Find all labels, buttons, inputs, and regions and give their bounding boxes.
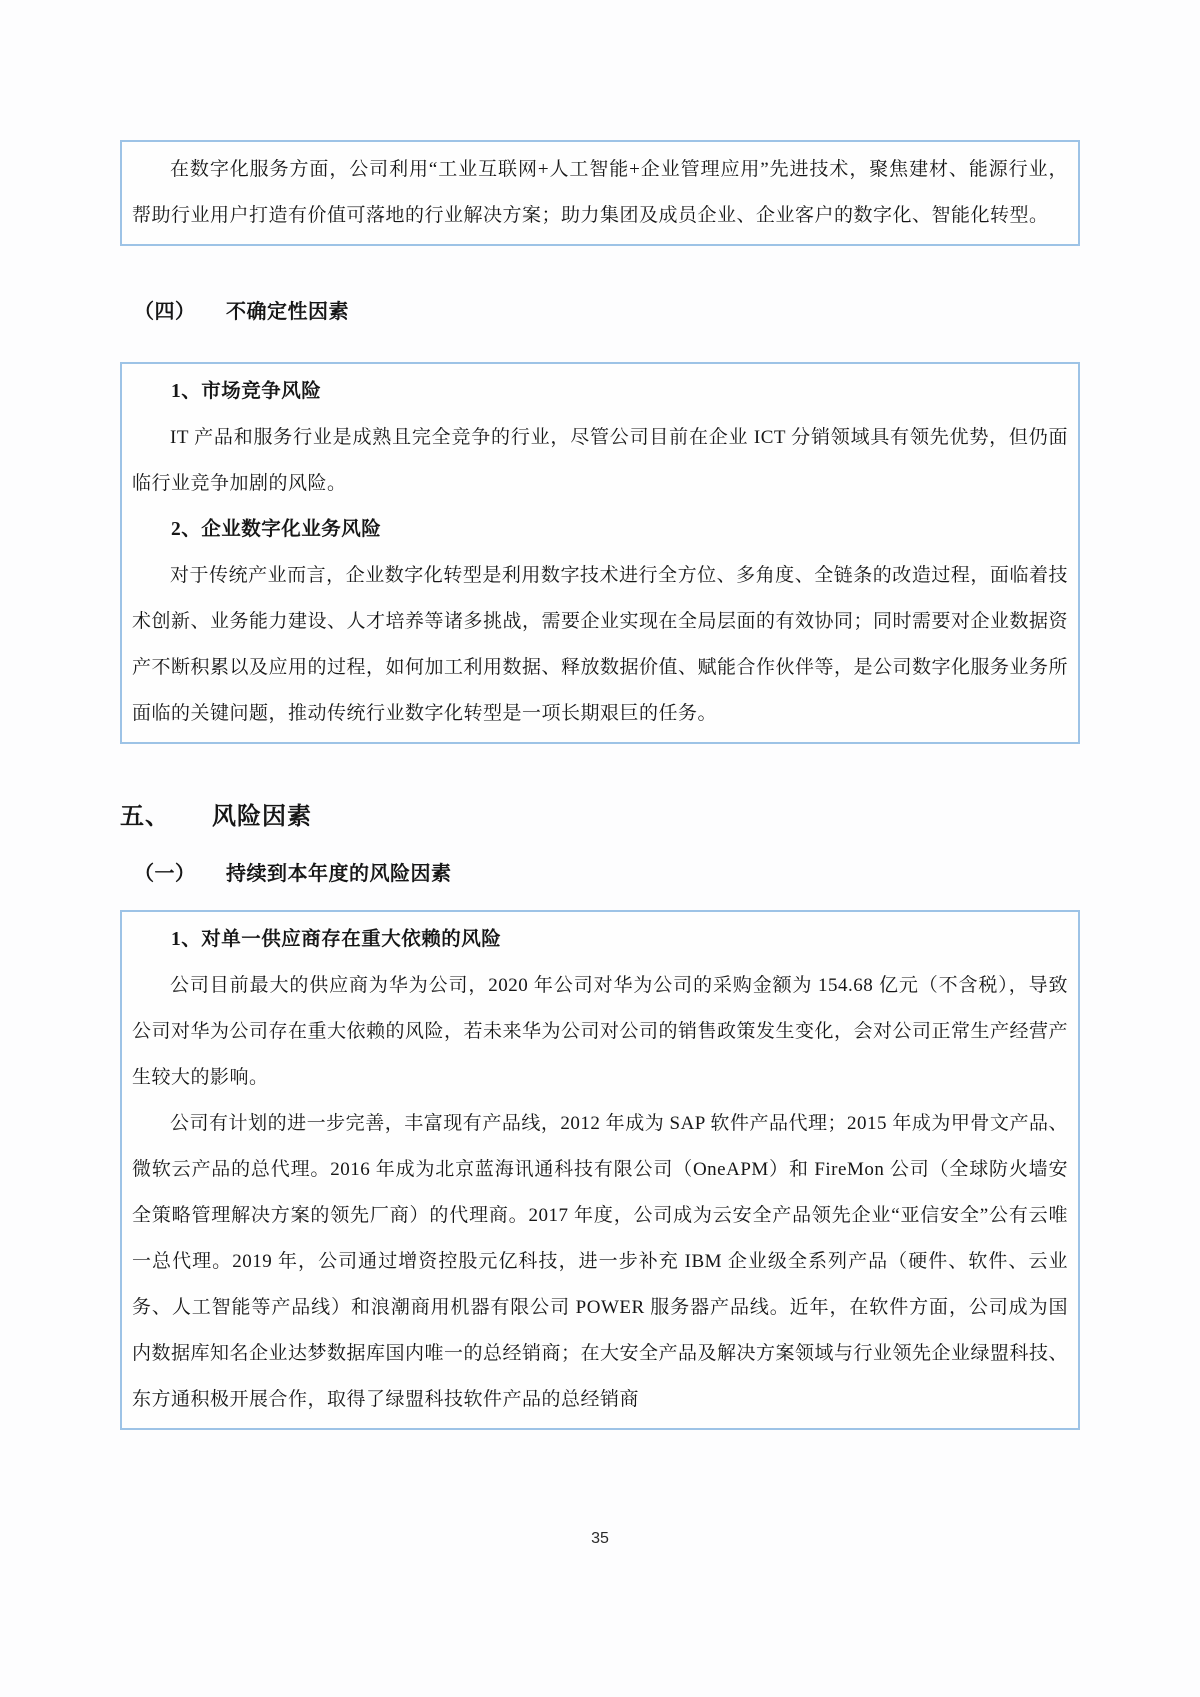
heading-ongoing-risk-factors xyxy=(120,860,1080,888)
heading-risk-factors xyxy=(120,800,1080,834)
heading-ongoing-risk-number: （一） xyxy=(134,863,196,885)
digital-services-box xyxy=(120,140,1080,246)
digitalization-business-risk-paragraph: 对于传统产业而言，企业数字化转型是利用数字技术进行全方位、多角度、全链条的改造过程，面临着技术创新、业务能力建设、人才培养等诸多挑战，需要企业实现在全局层面的有效协同；同时需要对企业数据资产不断积累以及应用的过程，如何加工利用数据、释放数据价值、赋能合作伙伴等，是公司数字化服务业务所面临的关键问题，推动传统行业数字化转型是一项长期艰巨的任务。 xyxy=(132,565,1069,724)
market-competition-risk-title: 1、市场竞争风险 xyxy=(171,381,322,402)
heading-ongoing-risk-title: 持续到本年度的风险因素 xyxy=(226,863,452,885)
market-competition-risk-paragraph: IT 产品和服务行业是成熟且完全竞争的行业，尽管公司目前在企业 ICT 分销领域具有领先优势，但仍面临行业竞争加剧的风险。 xyxy=(132,427,1068,494)
supplier-dependence-risk-box xyxy=(120,910,1080,1430)
heading-uncertainty-number: （四） xyxy=(134,301,196,323)
digital-services-paragraph: 在数字化服务方面，公司利用“工业互联网+人工智能+企业管理应用”先进技术，聚焦建材、能源行业，帮助行业用户打造有价值可落地的行业解决方案；助力集团及成员企业、企业客户的数字化、智能化转型。 xyxy=(132,159,1068,226)
digitalization-business-risk-title: 2、企业数字化业务风险 xyxy=(171,519,382,540)
uncertainty-factors-box xyxy=(120,362,1080,744)
heading-uncertainty-title: 不确定性因素 xyxy=(226,301,349,323)
page-number: 35 xyxy=(591,1530,609,1547)
supplier-dependence-paragraph-2: 公司有计划的进一步完善，丰富现有产品线，2012 年成为 SAP 软件产品代理；2015 年成为甲骨文产品、微软云产品的总代理。2016 年成为北京蓝海讯通科技有限公司（OneAPM）和 FireMon 公司（全球防火墙安全策略管理解决方案的领先厂商）的代理商。2017 年度，公司成为云安全产品领先企业“亚信安全”公有云唯一总代理。2019 年，公司通过增资控股元亿科技，进一步补充 IBM 企业级全系列产品（硬件、软件、云业务、人工智能等产品线）和浪潮商用机器有限公司 POWER 服务器产品线。近年，在软件方面，公司成为国内数据库知名企业达梦数据库国内唯一的总经销商；在大安全产品及解决方案领域与行业领先企业绿盟科技、东方通积极开展合作，取得了绿盟科技软件产品的总经销商 xyxy=(132,1113,1069,1410)
heading-uncertainty-factors xyxy=(120,298,1080,326)
heading-risk-factors-title: 风险因素 xyxy=(212,804,312,830)
supplier-dependence-paragraph-1: 公司目前最大的供应商为华为公司，2020 年公司对华为公司的采购金额为 154.68 亿元（不含税），导致公司对华为公司存在重大依赖的风险，若未来华为公司对公司的销售政策发生变化，会对公司正常生产经营产生较大的影响。 xyxy=(132,975,1069,1088)
supplier-dependence-risk-title: 1、对单一供应商存在重大依赖的风险 xyxy=(171,929,502,950)
heading-risk-factors-number: 五、 xyxy=(120,804,170,830)
